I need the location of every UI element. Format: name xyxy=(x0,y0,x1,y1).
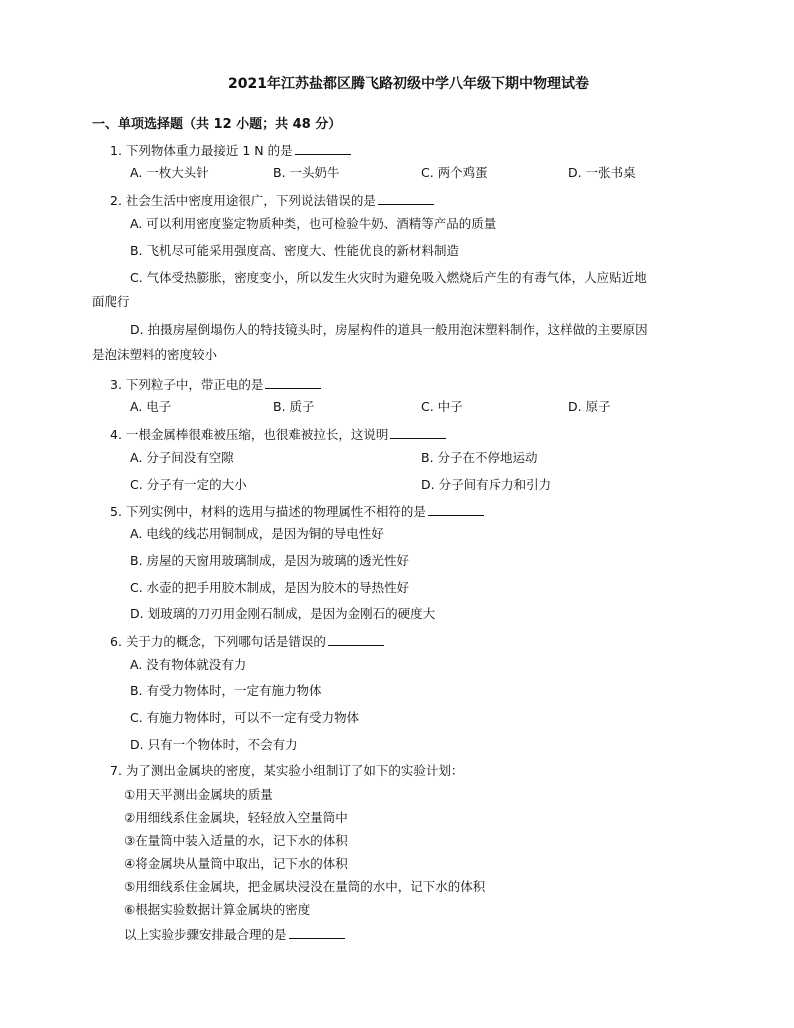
option-d: D. 拍摄房屋倒塌伤人的特技镜头时，房屋构件的道具一般用泡沫塑料制作，这样做的主要原因 xyxy=(130,322,648,337)
answer-blank xyxy=(428,503,484,516)
option-a: A. 电线的线芯用铜制成，是因为铜的导电性好 xyxy=(130,526,384,541)
option-c: C. 水壶的把手用胶木制成，是因为胶木的导热性好 xyxy=(130,580,410,595)
step-2: ②用细线系住金属块，轻轻放入空量筒中 xyxy=(124,810,348,825)
answer-blank xyxy=(265,376,321,389)
question-1 xyxy=(110,142,351,159)
question-2-stem: 2. 社会生活中密度用途很广，下列说法错误的是 xyxy=(110,193,376,208)
question-6 xyxy=(110,633,384,650)
step-6: ⑥根据实验数据计算金属块的密度 xyxy=(124,902,311,917)
option-c: C. 中子 xyxy=(421,399,463,414)
answer-blank xyxy=(295,142,351,155)
question-5 xyxy=(110,503,484,520)
question-3 xyxy=(110,376,321,393)
question-5-stem: 5. 下列实例中，材料的选用与描述的物理属性不相符的是 xyxy=(110,504,426,519)
question-3-stem: 3. 下列粒子中，带正电的是 xyxy=(110,377,264,392)
option-d-continued: 是泡沫塑料的密度较小 xyxy=(92,347,218,362)
option-b: B. 房屋的天窗用玻璃制成，是因为玻璃的透光性好 xyxy=(130,553,410,568)
step-4: ④将金属块从量筒中取出，记下水的体积 xyxy=(124,856,348,871)
option-c: C. 分子有一定的大小 xyxy=(130,477,247,492)
option-a: A. 分子间没有空隙 xyxy=(130,450,234,465)
option-b: B. 质子 xyxy=(273,399,315,414)
page-title: 2021年江苏盐都区腾飞路初级中学八年级下期中物理试卷 xyxy=(228,76,589,92)
option-a: A. 可以利用密度鉴定物质种类，也可检验牛奶、酒精等产品的质量 xyxy=(130,216,497,231)
option-d: D. 原子 xyxy=(568,399,611,414)
question-4 xyxy=(110,426,446,443)
question-7-ask xyxy=(124,926,345,943)
option-c: C. 有施力物体时，可以不一定有受力物体 xyxy=(130,710,360,725)
step-1: ①用天平测出金属块的质量 xyxy=(124,787,273,802)
option-b: B. 一头奶牛 xyxy=(273,165,340,180)
step-3: ③在量筒中装入适量的水，记下水的体积 xyxy=(124,833,348,848)
option-c-continued: 面爬行 xyxy=(92,294,130,309)
option-a: A. 电子 xyxy=(130,399,172,414)
question-1-stem: 1. 下列物体重力最接近 1 N 的是 xyxy=(110,143,293,158)
option-d: D. 一张书桌 xyxy=(568,165,636,180)
option-c: C. 气体受热膨胀，密度变小，所以发生火灾时为避免吸入燃烧后产生的有毒气体，人应贴近地 xyxy=(130,270,647,285)
answer-blank xyxy=(378,192,434,205)
option-b: B. 飞机尽可能采用强度高、密度大、性能优良的新材料制造 xyxy=(130,243,460,258)
question-4-stem: 4. 一根金属棒很难被压缩，也很难被拉长，这说明 xyxy=(110,427,389,442)
option-a: A. 没有物体就没有力 xyxy=(130,657,247,672)
question-7-stem: 7. 为了测出金属块的密度，某实验小组制订了如下的实验计划： xyxy=(110,763,464,778)
answer-blank xyxy=(390,426,446,439)
step-5: ⑤用细线系住金属块，把金属块浸没在量筒的水中，记下水的体积 xyxy=(124,879,486,894)
question-7-ask-text: 以上实验步骤安排最合理的是 xyxy=(124,927,287,942)
option-b: B. 分子在不停地运动 xyxy=(421,450,538,465)
section-heading: 一、单项选择题（共 12 小题；共 48 分） xyxy=(92,117,342,132)
question-6-stem: 6. 关于力的概念，下列哪句话是错误的 xyxy=(110,634,326,649)
answer-blank xyxy=(289,926,345,939)
option-d: D. 只有一个物体时，不会有力 xyxy=(130,737,298,752)
option-a: A. 一枚大头针 xyxy=(130,165,209,180)
option-d: D. 划玻璃的刀刃用金刚石制成，是因为金刚石的硬度大 xyxy=(130,606,436,621)
option-b: B. 有受力物体时，一定有施力物体 xyxy=(130,683,322,698)
option-d: D. 分子间有斥力和引力 xyxy=(421,477,552,492)
question-2 xyxy=(110,192,434,209)
option-c: C. 两个鸡蛋 xyxy=(421,165,488,180)
answer-blank xyxy=(328,633,384,646)
